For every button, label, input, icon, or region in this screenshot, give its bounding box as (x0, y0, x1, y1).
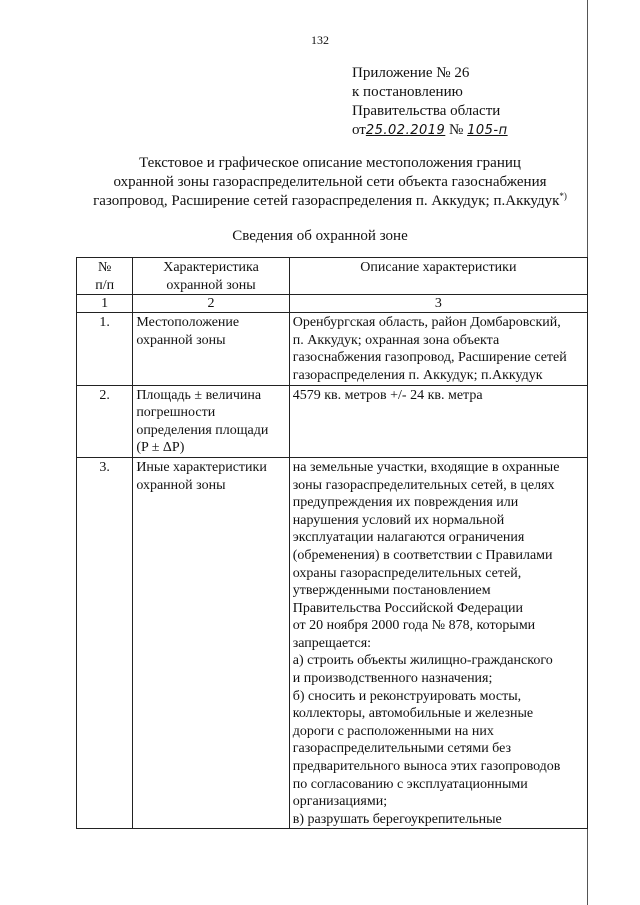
date-prefix: от (352, 122, 366, 138)
header-num (77, 258, 133, 295)
header-num-line-2: п/п (95, 277, 115, 293)
row-characteristic (133, 313, 289, 385)
description-line: по согласованию с эксплуатационными (292, 776, 528, 792)
number-label: № (449, 122, 464, 138)
document-title (80, 154, 580, 211)
column-number-3: 3 (289, 295, 587, 313)
appendix-line-3: Правительства области (352, 103, 501, 119)
table-row (77, 385, 588, 457)
characteristic-line: погрешности (136, 405, 216, 421)
description-line: и производственного назначения; (292, 671, 493, 687)
row-characteristic (133, 457, 289, 828)
page-number: 132 (311, 33, 329, 47)
row-number: 2. (77, 385, 133, 457)
handwritten-date: 25.02.2019 (365, 123, 446, 138)
header-num-line-1: № (97, 260, 112, 275)
description-line: б) сносить и реконструировать мосты, (292, 688, 522, 704)
header-description: Описание характеристики (289, 258, 587, 295)
table-body (77, 313, 588, 829)
column-number-1: 1 (77, 295, 133, 313)
zone-info-table (76, 257, 588, 829)
appendix-line-2: к постановлению (352, 84, 463, 100)
title-line-3 (80, 192, 580, 211)
description-line: коллекторы, автомобильные и железные (292, 706, 534, 722)
description-line: предварительного выноса этих газопроводов (292, 759, 561, 775)
section-subtitle: Сведения об охранной зоне (232, 228, 408, 244)
description-line: а) строить объекты жилищно-гражданского (292, 653, 553, 669)
header-char-line-2: охранной зоны (166, 277, 256, 293)
row-number: 3. (77, 457, 133, 828)
column-number-row (77, 295, 588, 313)
characteristic-line: Площадь ± величина (136, 387, 262, 403)
description-line: газораспределения п. Аккудук; п.Аккудук (292, 367, 543, 383)
description-line: п. Аккудук; охранная зона объекта (292, 332, 500, 348)
description-line: газоснабжения газопровод, Расширение сетей (292, 350, 567, 366)
row-description (289, 313, 587, 385)
description-line: утвержденными постановлением (292, 583, 491, 599)
appendix-block (352, 64, 508, 140)
header-characteristic (133, 258, 289, 295)
row-description (289, 457, 587, 828)
description-line: Правительства Российской Федерации (292, 600, 523, 616)
title-line-1: Текстовое и графическое описание местоположения границ (139, 155, 521, 171)
description-line: от 20 ноября 2000 года № 878, которыми (292, 618, 536, 634)
description-line: охраны газораспределительных сетей, (292, 565, 522, 581)
description-line: дороги с расположенными на них (292, 723, 494, 739)
description-line: запрещается: (292, 635, 372, 651)
characteristic-line: определения площади (136, 422, 269, 438)
appendix-date-line (352, 121, 508, 140)
characteristic-line: Местоположение (136, 315, 240, 331)
description-line: Оренбургская область, район Домбаровский, (292, 315, 561, 331)
characteristic-line: Иные характеристики (136, 459, 267, 475)
description-line: газораспределительными сетями без (292, 741, 512, 757)
characteristic-line: охранной зоны (136, 332, 226, 348)
row-number: 1. (77, 313, 133, 385)
description-line: зоны газораспределительных сетей, в целях (292, 477, 555, 493)
characteristic-line: (P ± ΔP) (136, 440, 185, 456)
row-characteristic (133, 385, 289, 457)
characteristic-line: охранной зоны (136, 477, 226, 493)
description-line: организациями; (292, 794, 388, 810)
table-row (77, 313, 588, 385)
header-char-line-1: Характеристика (163, 260, 259, 275)
appendix-line-1: Приложение № 26 (352, 65, 470, 81)
table-header-row (77, 258, 588, 295)
row-description (289, 385, 587, 457)
title-line-2: охранной зоны газораспределительной сети объекта газоснабжения (113, 174, 547, 190)
handwritten-number: 105-п (467, 123, 508, 138)
table-row (77, 457, 588, 828)
description-line: (обременения) в соответствии с Правилами (292, 547, 553, 563)
description-line: эксплуатации налагаются ограничения (292, 530, 525, 546)
title-line-3-text: газопровод, Расширение сетей газораспределения п. Аккудук; п.Аккудук (93, 193, 560, 209)
description-line: предупреждения их повреждения или (292, 495, 519, 511)
column-number-2: 2 (133, 295, 289, 313)
description-line: на земельные участки, входящие в охранные (292, 459, 560, 475)
description-line: в) разрушать берегоукрепительные (292, 811, 502, 827)
footnote-mark: *) (559, 191, 567, 201)
description-line: нарушения условий их нормальной (292, 512, 505, 528)
description-line: 4579 кв. метров +/- 24 кв. метра (292, 387, 483, 403)
